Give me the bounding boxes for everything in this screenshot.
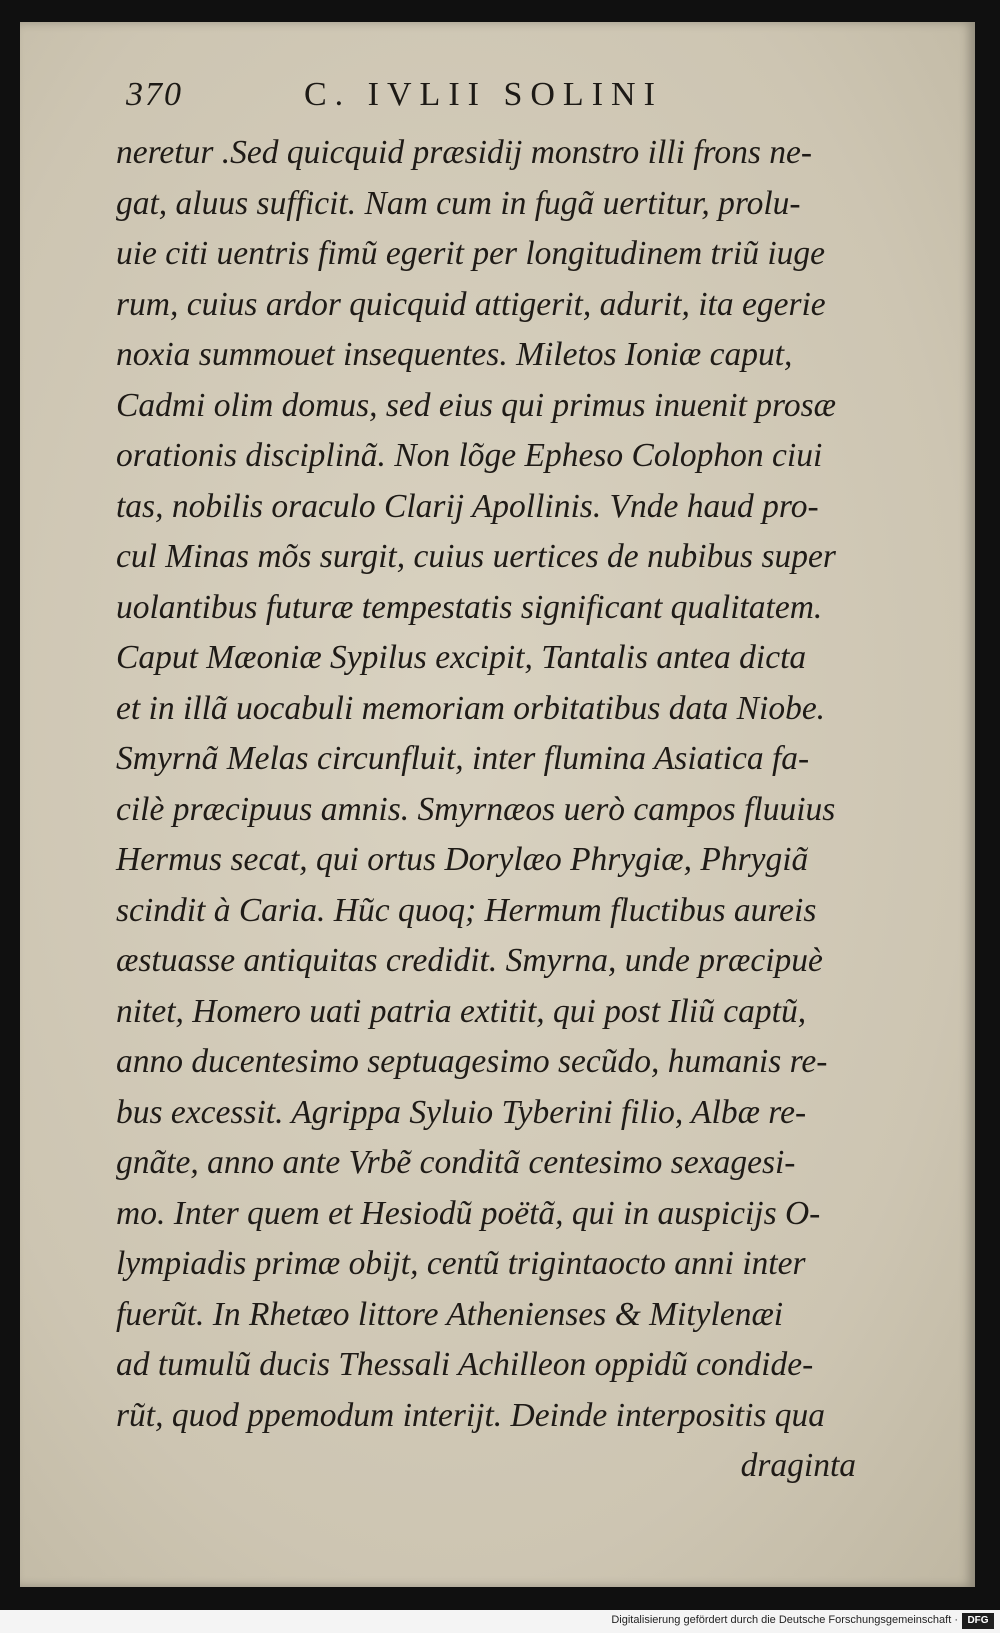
text-line: uie citi uentris fimũ egerit per longitudinem triũ iuge (116, 235, 825, 272)
text-line: lympiadis primæ obijt, centũ trigintaocto anni inter (116, 1245, 806, 1282)
text-line: et in illã uocabuli memoriam orbitatibus data Niobe. (116, 689, 826, 727)
text-line: gat, aluus sufficit. Nam cum in fugã uertitur, prolu- (116, 184, 801, 222)
text-line: Caput Mæoniæ Sypilus excipit, Tantalis antea dicta (116, 639, 807, 676)
text-line: noxia summouet insequentes. Miletos Ioniæ caput, (116, 336, 793, 373)
catchword: draginta (740, 1447, 856, 1484)
text-line: scindit à Caria. Hũc quoq; Hermum fluctibus aureis (116, 891, 817, 929)
text-line: rũt, quod ppemodum interijt. Deinde interpositis qua (116, 1396, 826, 1434)
text-line: anno ducentesimo septuagesimo secũdo, humanis re- (116, 1043, 828, 1080)
text-line: uolantibus futuræ tempestatis significant qualitatem. (116, 588, 823, 626)
text-line: æstuasse antiquitas credidit. Smyrna, unde præcipuè (116, 942, 823, 979)
text-line: orationis disciplinã. Non lõge Epheso Colophon ciui (116, 437, 823, 474)
text-line: gnãte, anno ante Vrbẽ conditã centesimo sexagesi- (116, 1144, 796, 1181)
page-number: 370 (126, 76, 183, 113)
text-line: rum, cuius ardor quicquid attigerit, adurit, ita egerie (116, 285, 826, 323)
text-line: mo. Inter quem et Hesiodũ poëtã, qui in auspicijs O- (116, 1194, 821, 1232)
text-line: cul Minas mõs surgit, cuius uertices de nubibus super (116, 538, 836, 575)
funding-credit: Digitalisierung gefördert durch die Deutsche Forschungsgemeinschaft · (611, 1614, 958, 1626)
text-line: fuerũt. In Rhetæo littore Athenienses & Mitylenæi (116, 1295, 784, 1333)
running-head (126, 76, 766, 120)
body-text (116, 128, 856, 1492)
text-line: nitet, Homero uati patria extitit, qui post Iliũ captũ, (116, 992, 807, 1030)
text-line: cilè præcipuus amnis. Smyrnæos uerò campos fluuius (116, 790, 836, 828)
text-line: Hermus secat, qui ortus Dorylæo Phrygiæ, Phrygiã (116, 841, 809, 878)
running-title: C. IVLII SOLINI (304, 76, 663, 113)
dfg-logo: DFG (962, 1613, 994, 1629)
text-line: bus excessit. Agrippa Syluio Tyberini filio, Albæ re- (116, 1093, 807, 1131)
footer-bar (0, 1610, 1000, 1633)
text-line: neretur .Sed quicquid præsidij monstro illi frons ne- (116, 134, 813, 171)
text-line: Cadmi olim domus, sed eius qui primus inuenit prosæ (116, 386, 836, 424)
text-line: tas, nobilis oraculo Clarij Apollinis. Vnde haud pro- (116, 487, 819, 525)
text-line: ad tumulũ ducis Thessali Achilleon oppidũ condide- (116, 1346, 814, 1383)
text-line: Smyrnã Melas circunfluit, inter flumina Asiatica fa- (116, 740, 810, 777)
